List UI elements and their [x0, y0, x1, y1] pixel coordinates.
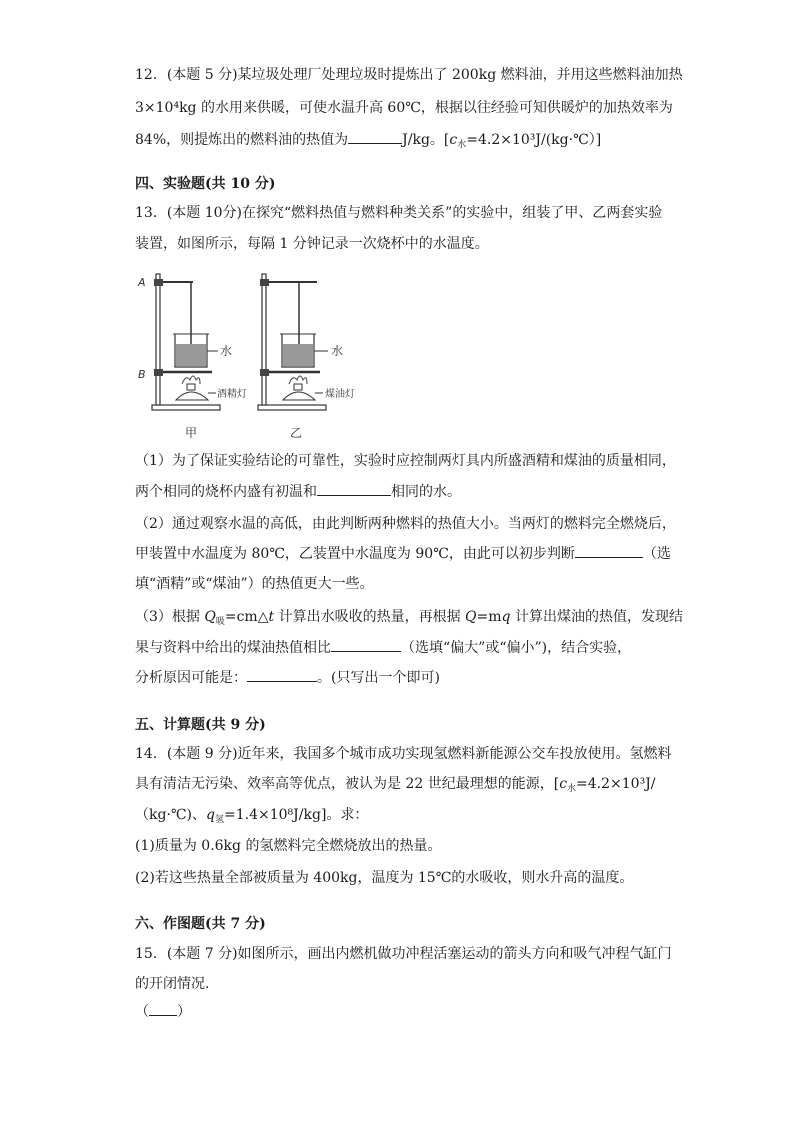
label-b: B	[138, 368, 146, 381]
q13-line1: 13．(本题 10分)在探究“燃料热值与燃料种类关系”的实验中，组装了甲、乙两套实验	[135, 205, 663, 221]
q15-line2: 的开闭情况.	[135, 976, 210, 992]
answer-blank[interactable]	[317, 481, 391, 496]
lamp-label-right: 煤油灯	[325, 389, 355, 400]
caption-left: 甲	[185, 426, 198, 440]
q12-line3: 84%，则提炼出的燃料油的热值为 J/kg。$[c_水=4.2\times 10^3J/(kg\cdot℃)]$	[135, 124, 670, 162]
lamp-label-left: 酒精灯	[217, 389, 247, 400]
q14-line3: （kg·℃)、$q_氢=1.4\times 10^8J/kg$]。求：	[135, 807, 369, 825]
answer-blank[interactable]	[575, 543, 643, 558]
apparatus-right	[258, 274, 328, 410]
q13-p2-line3: 填“酒精”或“煤油”）的热值更大一些。	[135, 576, 374, 592]
q13-p1-line1: （1）为了保证实验结论的可靠性，实验时应控制两灯具内所盛酒精和煤油的质量相同，	[135, 453, 676, 469]
water-label-right: 水	[331, 344, 344, 358]
q14-sub1: (1)质量为 0.6kg 的氢燃料完全燃烧放出的热量。	[135, 838, 442, 854]
section-title: 四、实验题(共 10 分)	[135, 176, 276, 192]
q13-p2-line1: （2）通过观察水温的高低，由此判断两种燃料的热值大小。当两灯的燃料完全燃烧后，	[135, 516, 676, 532]
answer-blank[interactable]	[348, 129, 402, 144]
caption-right: 乙	[290, 426, 303, 440]
q15-answer: （ ）	[135, 996, 670, 1029]
q13-p3-line3: 分析原因可能是： 。(只写出一个即可)	[135, 662, 670, 695]
q13-p2-line2: 甲装置中水温度为 80℃，乙装置中水温度为 90℃，由此可以初步判断 （选	[135, 538, 670, 571]
q14-sub2: (2)若这些热量全部被质量为 400kg，温度为 15℃的水吸收，则水升高的温度。	[135, 870, 634, 886]
q13-p1-line2: 两个相同的烧杯内盛有初温和 相同的水。	[135, 476, 670, 509]
water-label-left: 水	[220, 344, 233, 358]
section-title: 六、作图题(共 7 分)	[135, 916, 266, 932]
answer-blank[interactable]	[331, 637, 401, 652]
answer-blank[interactable]	[247, 667, 317, 682]
apparatus-left	[152, 274, 220, 410]
q13-line2: 装置，如图所示，每隔 1 分钟记录一次烧杯中的水温度。	[135, 236, 489, 252]
q13-p3-line2: 果与资料中给出的煤油热值相比 （选填“偏大”或“偏小”)，结合实验，	[135, 632, 670, 665]
q12-line2: 3×10⁴kg 的水用来供暖，可使水温升高 60℃，根据以往经验可知供暖炉的加热效率为	[135, 100, 673, 116]
answer-blank[interactable]	[149, 1001, 177, 1016]
q14-line1: 14．(本题 9 分)近年来，我国多个城市成功实现氢燃料新能源公交车投放使用。氢燃料	[135, 746, 672, 762]
q14-line2: 具有清洁无污染、效率高等优点，被认为是 22 世纪最理想的能源，[$c_水=4.2\times 10^3J/$	[135, 776, 656, 794]
section-title: 五、计算题(共 9 分)	[135, 717, 266, 733]
q13-p3-line1: （3）根据 $Q_吸=cm\triangle t$ 计算出水吸收的热量，再根据 Q=mq 计算出煤油的热值，发现结	[135, 609, 683, 627]
q12-line1: 12．(本题 5 分)某垃圾处理厂处理垃圾时提炼出了 200kg 燃料油，并用这些燃料油加热	[135, 67, 683, 83]
q15-line1: 15．(本题 7 分)如图所示，画出内燃机做功冲程活塞运动的箭头方向和吸气冲程气缸门	[135, 946, 672, 962]
label-a: A	[138, 276, 146, 289]
experiment-figure	[130, 262, 370, 447]
